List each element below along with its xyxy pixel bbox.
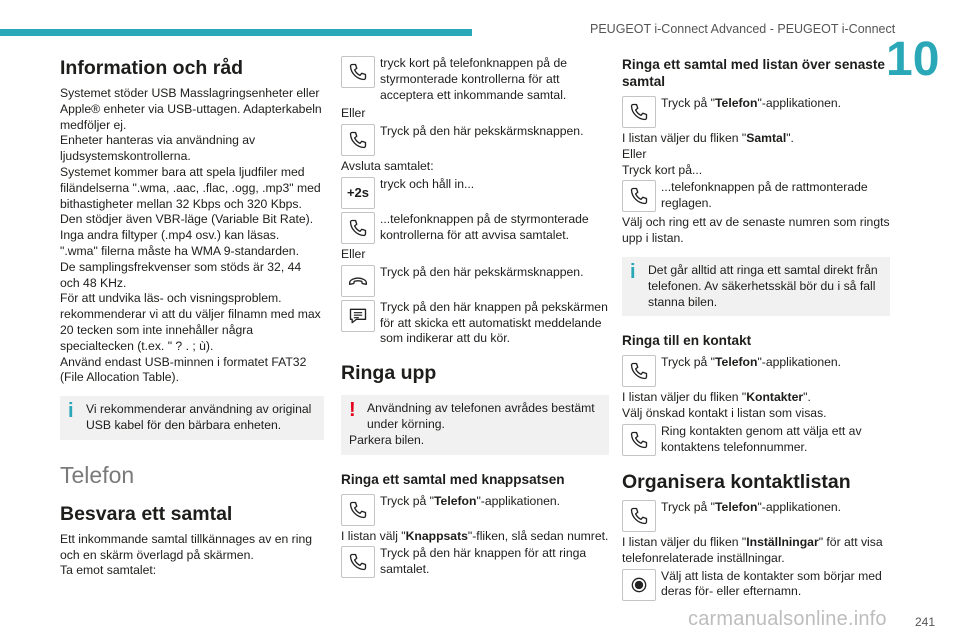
running-header: PEUGEOT i-Connect Advanced - PEUGEOT i-Connect	[590, 22, 896, 36]
instruction-item	[341, 212, 609, 244]
watermark: carmanualsonline.info	[688, 608, 887, 630]
instruction-text: Tryck på den här pekskärmsknappen.	[380, 124, 584, 139]
heading-organize-contacts: Organisera kontaktlistan	[622, 470, 851, 493]
heading-keypad-call: Ringa ett samtal med knappsatsen	[341, 471, 565, 487]
hold-2s-icon: +2s	[341, 177, 375, 209]
info-line: Inga andra filtyper (.mp4 osv.) kan läsas.	[60, 228, 280, 243]
instruction-text: I listan väljer du fliken "Samtal".	[622, 131, 794, 145]
info-note	[60, 396, 324, 440]
instruction-item	[622, 500, 890, 532]
hang-up-icon	[341, 265, 375, 297]
instruction-text: tryck och håll in...	[380, 176, 475, 191]
instruction-item	[341, 546, 609, 578]
phone-icon	[341, 494, 375, 526]
phone-icon	[341, 56, 375, 88]
phone-icon	[341, 212, 375, 244]
or-text: Eller	[341, 246, 366, 261]
section-title-telefon: Telefon	[60, 461, 135, 488]
answer-text: Ett inkommande samtal tillkännages av en ring och en skärm överlagd på skärmen.	[60, 531, 313, 562]
phone-icon	[341, 124, 375, 156]
phone-icon	[622, 96, 656, 128]
instruction-text: Välj önskad kontakt i listan som visas.	[622, 406, 827, 421]
instruction-text: Tryck på den här knappen på pekskärmen för att skicka ett automatiskt meddelande som indikerar att du kör.	[380, 299, 608, 346]
warning-note	[341, 395, 609, 454]
or-text: Eller	[622, 146, 647, 161]
instruction-text: I listan väljer du fliken "Kontakter".	[622, 390, 811, 405]
instruction-item	[341, 177, 609, 209]
heading-call: Ringa upp	[341, 362, 437, 385]
instruction-text: Tryck på "Telefon"-applikationen.	[380, 493, 561, 508]
instruction-text: Välj att lista de kontakter som börjar med deras för- eller efternamn.	[661, 568, 882, 599]
warning-text: Användning av telefonen avrådes bestämt under körning.	[367, 401, 595, 431]
phone-icon	[341, 546, 375, 578]
page-number: 241	[915, 615, 936, 629]
chapter-number: 10	[886, 33, 940, 86]
instruction-item	[341, 494, 609, 526]
info-line: ".wma" filerna måste ha WMA 9-standarden.	[60, 243, 299, 258]
warning-text: Parkera bilen.	[349, 432, 425, 447]
info-line: Använd endast USB-minnen i formatet FAT32 (File Allocation Table).	[60, 354, 307, 385]
instruction-item	[622, 96, 890, 128]
answer-take: Ta emot samtalet:	[60, 563, 157, 578]
instruction-item	[341, 265, 609, 297]
info-line: Systemet kommer bara att spela ljudfiler med filändelserna ".wma, .aac, .flac, .ogg, .mp3" med bithastigheter mellan 32 Kbps och 320 Kbps.	[60, 164, 321, 211]
phone-icon	[622, 355, 656, 387]
instruction-item	[341, 300, 609, 347]
instruction-text: I listan välj "Knappsats"-fliken, slå sedan numret.	[341, 528, 609, 543]
end-call-label: Avsluta samtalet:	[341, 159, 434, 174]
instruction-text: Tryck på den här pekskärmsknappen.	[380, 264, 584, 279]
phone-icon	[622, 180, 656, 212]
info-line: De samplingsfrekvenser som stöds är 32, 44 och 48 KHz.	[60, 259, 302, 290]
or-text: Eller	[341, 106, 366, 121]
instruction-text: I listan väljer du fliken "Inställningar" för att visa telefonrelaterade inställningar.	[622, 534, 883, 565]
info-line: För att undvika läs- och visningsproblem. rekommenderar vi att du väljer filnamn med max 20 tecken som inte innehåller några specialtecken (t.ex. " ? . ; ù).	[60, 291, 321, 353]
instruction-item	[341, 56, 609, 103]
instruction-item	[341, 124, 609, 156]
instruction-text: Tryck på "Telefon"-applikationen.	[661, 355, 842, 370]
heading-call-contact: Ringa till en kontakt	[622, 333, 752, 349]
info-line: Systemet stöder USB Masslagringsenheter eller Apple® enheter via USB-uttagen. Adapterkabeln medföljer ej.	[60, 86, 322, 132]
note-text: Det går alltid att ringa ett samtal direkt från telefonen. Av säkerhetsskäl bör du i så fall stanna bilen.	[648, 262, 878, 309]
instruction-item	[622, 424, 890, 456]
instruction-item	[622, 569, 890, 601]
instruction-text: Välj och ring ett av de senaste numren som ringts upp i listan.	[622, 215, 890, 246]
column-3	[622, 54, 890, 604]
heading-information: Information och råd	[60, 57, 244, 79]
info-note	[622, 257, 890, 316]
info-line: Den stödjer även VBR-läge (Variable Bit Rate).	[60, 212, 314, 227]
note-text: Vi rekommenderar användning av original USB kabel för den bärbara enheten.	[86, 402, 312, 432]
instruction-text: Tryck på "Telefon"-applikationen.	[661, 499, 842, 514]
phone-icon	[622, 500, 656, 532]
heading-answer-call: Besvara ett samtal	[60, 502, 233, 525]
header-accent-bar	[0, 29, 472, 36]
info-line: Enheter hanteras via användning av ljudsystemskontrollerna.	[60, 133, 256, 164]
instruction-text: Tryck på den här knappen för att ringa samtalet.	[380, 546, 587, 577]
instruction-text: ...telefonknappen på de styrmonterade kontrollerna för att avvisa samtalet.	[380, 211, 589, 242]
instruction-item	[622, 180, 890, 212]
column-1	[60, 54, 324, 579]
info-icon: i	[68, 400, 74, 423]
phone-icon	[622, 424, 656, 456]
instruction-text: tryck kort på telefonknappen på de styrmonterade kontrollerna för att acceptera ett inkommande samtal.	[380, 56, 567, 102]
heading-recent-calls: Ringa ett samtal med listan över senaste samtal	[622, 57, 885, 89]
instruction-text: Tryck kort på...	[622, 162, 703, 177]
instruction-item	[622, 355, 890, 387]
message-icon	[341, 300, 375, 332]
warning-icon: !	[349, 399, 356, 422]
radio-selected-icon	[622, 569, 656, 601]
column-2	[341, 54, 609, 581]
instruction-text: Ring kontakten genom att välja ett av kontaktens telefonnummer.	[661, 423, 862, 454]
instruction-text: ...telefonknappen på de rattmonterade reglagen.	[661, 180, 868, 211]
instruction-text: Tryck på "Telefon"-applikationen.	[661, 96, 842, 110]
info-icon: i	[630, 260, 636, 283]
